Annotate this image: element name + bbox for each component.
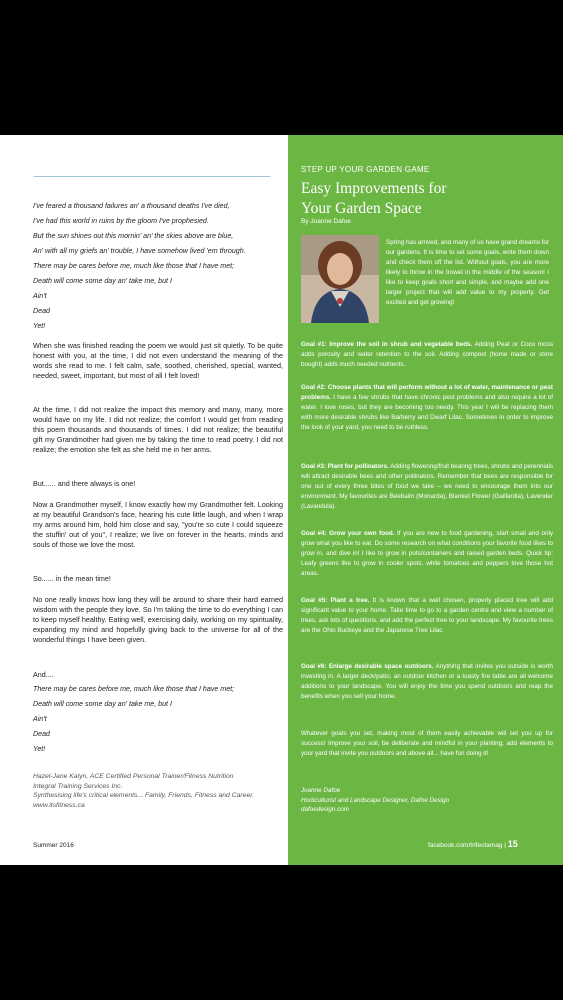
poem-line: Dead	[33, 730, 50, 738]
goal-paragraph	[301, 340, 553, 370]
title-line: Your Garden Space	[301, 200, 422, 217]
goal-paragraph	[301, 529, 553, 579]
goal-paragraph	[301, 662, 553, 702]
poem-stanza-1	[33, 199, 283, 334]
page-footer	[428, 839, 518, 849]
signature-line: Synthesising life's critical elements... Family, Friends, Fitness and Career.	[33, 792, 255, 799]
poem-line: But the sun shines out this mornin' an' the skies above are blue,	[33, 232, 234, 240]
goal-text: I have a few shrubs that have chronic pest problems and also require a lot of water. I love roses, but they are becoming too needy. This year I will be replacing them with more desirable shrubs like Barberry and Dwarf Lilac. Sometimes in order to improve the look of your yard, you need to be ruthless.	[301, 394, 553, 431]
paragraph: No one really knows how long they will be around to share their hard earned wisdom with the people they love. So I'm taking the time to do everything I can to keep myself healthy. Eating well, exercising daily, working on my spirituality, expanding my mind and hopefully giving back to the universe for all of the wonderful things I have been given.	[33, 595, 283, 644]
title-line: Easy Improvements for	[301, 180, 447, 197]
article-body	[33, 670, 283, 680]
goal-text: Adding flowering/fruit bearing trees, shrubs and perennials will attract desirable bees and other pollinators. Remember that bees are responsible for one out of every three bites of food we take – we need to encourage them into our environment. My favourites are Beebalm (Monarda), Blanket Flower (Gaillardia), Lavender (Lavandula).	[301, 463, 553, 510]
poem-line: Yet!	[33, 745, 46, 753]
paragraph: And....	[33, 670, 54, 679]
section-kicker: STEP UP YOUR GARDEN GAME	[301, 165, 430, 174]
article-title	[301, 179, 553, 219]
goal-text: Anything that invites you outside is worth investing in. A larger deck/patio, an outdoor kitchen or a toasty fire table are all welcome additions to your landscape. You will enjoy the time you spend outdoors and reap the benefits when you sell your home.	[301, 663, 553, 700]
right-page	[288, 135, 563, 865]
intro-paragraph: Spring has arrived, and many of us have grand dreams for our gardens. It is time to set some goals, write them down and check them off the list. Without goals, you are more likely to throw in the trowel in the middle of the season! I like to keep goals short and simple, and maybe add one larger project that will add value to my property. Get excited and get growing!	[386, 239, 549, 306]
poem-line: An' with all my griefs an' trouble, I have somehow lived 'em through.	[33, 247, 246, 255]
paragraph: When she was finished reading the poem we would just sit quietly. To be quite honest with you, at the time, I did not even understand the meaning of the words she read to me. I felt calm, safe, soothed, cherished, special, wanted, needed, sweet, important, but most of all I felt loved!	[33, 341, 283, 380]
footer-separator: |	[504, 842, 508, 849]
goal-text: It is known that a well chosen, properly placed tree will add significant value to your home. Take time to go to a garden centre and view a number of trees, ask lots of questions, and add the perfect tree to your landscape. My favourite trees are the Ohio Buckeye and the Japanese Tree Lilac.	[301, 597, 553, 634]
designer-signature	[301, 786, 553, 815]
closing-paragraph: Whatever goals you set, making most of them easily achievable will set you up for success! Improve your soil, be deliberate and mindful in your planting, add elements to your yard that invite you outdoors and above all... have fun doing it!	[301, 730, 553, 757]
poem-line: Yet!	[33, 322, 46, 330]
poem-line: Dead	[33, 307, 50, 315]
poem-line: There may be cares before me, much like those that I have met;	[33, 262, 235, 270]
poem-stanza-2	[33, 682, 283, 757]
goal-heading: Goal #4: Grow your own food.	[301, 530, 395, 537]
signature-line: Horticulturist and Landscape Designer, Dafoe Design	[301, 796, 450, 804]
signature-line: Joanne Dafoe	[301, 787, 341, 794]
goal-text: If you are new to food gardening, start small and only grow what you like to eat. Do some research on what conditions your favorite food likes to grow in, and dive in! I like to grow in pots/containers and raised garden beds. Quick tip: Leafy greens like to grow in cooler spots, while tomatoes and peppers love those hot areas.	[301, 530, 554, 577]
signature-line: dafoedesign.com	[301, 806, 349, 813]
article-body	[33, 574, 283, 584]
goal-paragraph	[301, 462, 553, 512]
magazine-spread	[0, 135, 563, 865]
poem-line: Ain't	[33, 292, 47, 300]
signature-line: Integral Training Services Inc.	[33, 782, 123, 790]
issue-label: Summer 2016	[33, 842, 74, 849]
poem-line: I've had this world in ruins by the gloom I've prophesied.	[33, 217, 209, 225]
article-body	[33, 341, 283, 381]
goal-text: Adding Peat or Coco moss adds porosity and water retention to the soil. Adding compost (home made or store bought) adds much needed nutrients.	[301, 341, 553, 368]
signature-line: www.itsfitness.ca	[33, 801, 85, 809]
article-body	[33, 479, 283, 489]
goal-heading: Goal #3: Plant for pollinators.	[301, 463, 389, 470]
facebook-link[interactable]: facebook.com/trifectamag	[428, 842, 503, 849]
poem-line: Death will come some day an' take me, but I	[33, 700, 172, 708]
paragraph: At the time, I did not realize the impact this memory and many, many, more would have on my life. I did not realize; the comfort I would get from reading this poem thousands and thousands of times. I did not realize; the beautiful gift my Grandmother had given me by taking the time to read poetry. I did not realize; the emotion she felt as she held me in her arms.	[33, 405, 283, 454]
article-body	[33, 405, 283, 455]
paragraph: Now a Grandmother myself, I know exactly how my Grandmother felt. Looking at my beautiful Grandson's face, hearing his cute little laugh, and when I wrap my arms around him, hold him close and say, "you're so cute I could squeeze the stuffin' out of you", I realize; we live on forever in the hearts, minds and souls of those we love the most.	[33, 500, 283, 549]
goal-heading: Goal #6: Enlarge desirable space outdoors.	[301, 663, 434, 670]
author-photo	[301, 235, 379, 323]
paragraph: So...... in the mean time!	[33, 574, 111, 583]
goal-heading: Goal #2: Choose plants that will perform without a lot of water, maintenance or pest problems.	[301, 384, 553, 401]
article-body	[33, 595, 283, 645]
poem-line: There may be cares before me, much like those that I have met;	[33, 685, 235, 693]
divider-rule	[34, 176, 270, 177]
signature-line: Hazel-Jane Kalyn, ACE Certified Personal Trainer/Fitness Nutrition	[33, 773, 234, 780]
goal-paragraph	[301, 383, 553, 433]
goal-paragraph	[301, 596, 553, 636]
goal-heading: Goal #5: Plant a tree.	[301, 597, 370, 604]
author-signature	[33, 772, 283, 810]
poem-line: Death will come some day an' take me, but I	[33, 277, 172, 285]
page-number: 15	[507, 839, 518, 849]
article-body	[33, 500, 283, 550]
portrait-image	[301, 235, 379, 323]
poem-line: Ain't	[33, 715, 47, 723]
poem-line: I've feared a thousand failures an' a thousand deaths I've died,	[33, 202, 230, 210]
left-page	[0, 135, 288, 865]
paragraph: But...... and there always is one!	[33, 479, 136, 488]
byline: By Joanne Dafoe	[301, 218, 351, 225]
goal-heading: Goal #1: Improve the soil in shrub and vegetable beds.	[301, 341, 473, 348]
